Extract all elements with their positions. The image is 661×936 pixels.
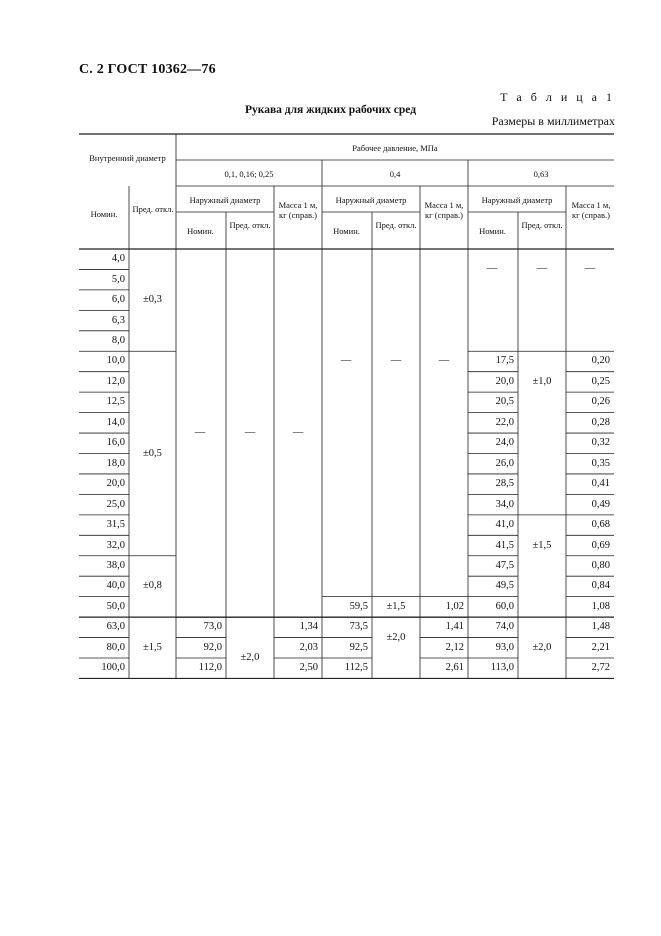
outer-diameter-063: 74,0 [495,621,514,633]
table-number: Т а б л и ц а 1 [500,90,615,104]
empty-dash: — [292,427,304,439]
header-nomin-025: Номин. [187,226,214,236]
mass-063: 1,08 [591,600,610,612]
tolerance-04: ±1,5 [386,600,406,612]
inner-diameter-nomin: 63,0 [106,621,125,633]
tolerance-04: ±2,0 [386,631,406,643]
mass-04: 1,41 [445,621,464,633]
outer-diameter-063: 28,5 [495,478,514,490]
header-pressure-04: 0,4 [389,169,401,179]
inner-diameter-nomin: 16,0 [106,437,125,449]
mass-063: 0,84 [591,580,610,592]
outer-diameter-063: 20,0 [495,375,514,387]
inner-diameter-nomin: 5,0 [111,273,125,285]
tolerance-063: ±2,0 [532,641,552,653]
header-nomin-04: Номин. [333,226,360,236]
table-title: Рукава для жидких рабочих сред [244,104,417,116]
inner-diameter-nomin: 50,0 [106,600,125,612]
mass-04: 2,12 [445,641,464,653]
inner-diameter-nomin: 4,0 [111,253,125,265]
header-nomin-063: Номин. [479,226,506,236]
inner-diameter-nomin: 32,0 [106,539,125,551]
header-inner-tol: Пред. откл. [132,204,174,214]
outer-diameter-04: 112,5 [344,662,368,674]
outer-diameter-063: 24,0 [495,437,514,449]
header-outer-diameter-04: Наружный диаметр [335,195,407,205]
empty-dash: — [536,263,548,275]
header-tol-063: Пред. откл. [521,220,563,230]
header-tol-025: Пред. откл. [229,220,271,230]
empty-dash: — [584,263,596,275]
inner-diameter-nomin: 6,0 [111,294,125,306]
header-outer-diameter-025: Наружный диаметр [189,195,261,205]
header-mass-04: Масса 1 м, кг (справ.) [424,200,464,220]
mass-063: 0,28 [591,416,610,428]
header-tol-04: Пред. откл. [375,220,417,230]
header-inner-nomin: Номин. [90,209,118,219]
inner-diameter-nomin: 31,5 [106,519,125,531]
outer-diameter-025: 92,0 [203,641,222,653]
mass-063: 0,26 [591,396,610,408]
mass-063: 2,21 [591,641,610,653]
empty-dash: — [340,355,352,367]
inner-diameter-nomin: 6,3 [111,314,125,326]
inner-diameter-nomin: 40,0 [106,580,125,592]
mass-063: 0,35 [591,457,610,469]
inner-diameter-nomin: 38,0 [106,559,125,571]
tolerance-063: ±1,0 [532,375,552,387]
outer-diameter-063: 17,5 [495,355,514,367]
inner-diameter-nomin: 12,5 [106,396,125,408]
mass-04: 2,61 [445,662,464,674]
outer-diameter-063: 60,0 [495,600,514,612]
outer-diameter-025: 112,0 [198,662,222,674]
outer-diameter-063: 41,5 [495,539,514,551]
outer-diameter-025: 73,0 [203,621,222,633]
header-mass-063: Масса 1 м, кг (справ.) [571,200,611,220]
empty-dash: — [390,355,402,367]
inner-tolerance: ±0,3 [143,294,162,306]
mass-063: 0,69 [591,539,610,551]
header-mass-025: Масса 1 м, кг (справ.) [278,200,318,220]
mass-025: 1,34 [299,621,318,633]
mass-063: 0,49 [591,498,610,510]
outer-diameter-063: 49,5 [495,580,514,592]
inner-tolerance: ±0,8 [143,580,162,592]
inner-diameter-nomin: 12,0 [106,375,125,387]
tolerance-063: ±1,5 [532,539,552,551]
outer-diameter-063: 93,0 [495,641,514,653]
outer-diameter-063: 22,0 [495,416,514,428]
empty-dash: — [438,355,450,367]
outer-diameter-04: 73,5 [349,621,368,633]
header-inner-diameter: Внутренний диаметр [89,153,166,163]
header-outer-diameter-063: Наружный диаметр [481,195,553,205]
inner-tolerance: ±0,5 [143,447,162,459]
mass-025: 2,03 [299,641,318,653]
header-pressure-063: 0,63 [533,169,549,179]
inner-diameter-nomin: 20,0 [106,478,125,490]
empty-dash: — [486,263,498,275]
mass-063: 0,20 [591,355,610,367]
mass-025: 2,50 [299,662,318,674]
empty-dash: — [194,427,206,439]
outer-diameter-04: 92,5 [349,641,368,653]
header-pressure-025: 0,1, 0,16; 0,25 [224,169,274,179]
inner-diameter-nomin: 25,0 [106,498,125,510]
outer-diameter-04: 59,5 [349,600,368,612]
empty-dash: — [244,427,256,439]
inner-tolerance: ±1,5 [143,641,162,653]
outer-diameter-063: 26,0 [495,457,514,469]
mass-04: 1,02 [445,600,464,612]
mass-063: 2,72 [591,662,610,674]
inner-diameter-nomin: 14,0 [106,416,125,428]
mass-063: 0,32 [591,437,610,449]
inner-diameter-nomin: 80,0 [106,641,125,653]
mass-063: 0,80 [591,559,610,571]
units-note: Размеры в миллиметрах [491,114,615,128]
mass-063: 0,25 [591,375,610,387]
outer-diameter-063: 20,5 [495,396,514,408]
mass-063: 0,68 [591,519,610,531]
mass-063: 1,48 [591,621,610,633]
page-header: С. 2 ГОСТ 10362—76 [79,62,216,77]
outer-diameter-063: 47,5 [495,559,514,571]
header-working-pressure: Рабочее давление, МПа [352,143,438,153]
inner-diameter-nomin: 100,0 [101,662,125,674]
outer-diameter-063: 41,0 [495,519,514,531]
inner-diameter-nomin: 10,0 [106,355,125,367]
tolerance-025: ±2,0 [240,652,260,663]
outer-diameter-063: 34,0 [495,498,514,510]
mass-063: 0,41 [591,478,610,490]
outer-diameter-063: 113,0 [490,662,514,674]
inner-diameter-nomin: 18,0 [106,457,125,469]
inner-diameter-nomin: 8,0 [111,335,125,347]
